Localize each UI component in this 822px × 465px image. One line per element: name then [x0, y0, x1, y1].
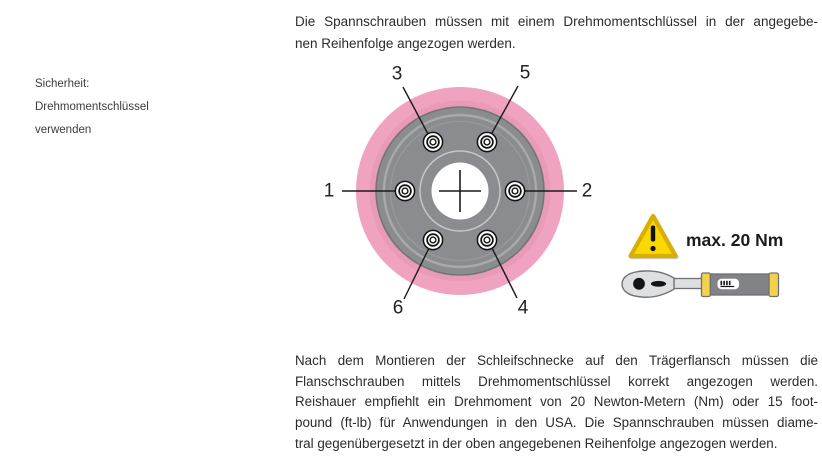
body-line: Nach dem Montieren der Schleifschnecke auf den Trägerflansch müssen die — [295, 353, 818, 368]
screw-2-icon — [505, 181, 524, 200]
wrench-yellow-band — [702, 273, 711, 297]
screw-label-5: 5 — [519, 62, 531, 84]
intro-line: Die Spannschrauben müssen mit einem Drehmomentschlüssel in der angegebe- — [295, 14, 818, 29]
body-line: tral gegenübergesetzt in der oben angegebenen Reihenfolge angezogen werden. — [295, 435, 778, 451]
screw-6-icon — [423, 230, 442, 249]
margin-note-line: verwenden — [35, 124, 92, 136]
wrench-drive-socket — [633, 278, 645, 290]
margin-note-line: Drehmomentschlüssel — [35, 101, 149, 113]
screw-3-icon — [423, 132, 442, 151]
screw-label-6: 6 — [392, 297, 404, 319]
wrench-head — [622, 271, 674, 297]
max-torque-label: max. 20 Nm — [686, 230, 784, 250]
body-line: Flanschschrauben mittels Drehmomentschlüssel korrekt angezogen werden. — [295, 373, 818, 389]
wrench-yellow-endcap — [769, 273, 779, 297]
margin-note-line: Sicherheit: — [35, 78, 90, 90]
wrench-shaft — [670, 279, 704, 289]
screw-label-3: 3 — [391, 63, 403, 85]
screw-5-icon — [477, 132, 496, 151]
torque-wrench-icon — [618, 265, 798, 305]
screw-label-2: 2 — [581, 180, 593, 202]
screw-1-icon — [395, 181, 414, 200]
body-paragraph — [295, 351, 818, 455]
body-line: Reishauer empfiehlt ein Drehmoment von 20 Newton-Metern (Nm) oder 15 foot- — [295, 394, 818, 410]
screw-4-icon — [477, 230, 496, 249]
wrench-lever-slot — [651, 281, 666, 287]
body-line: pound (ft-lb) für Anwendungen in den USA. Die Spannschrauben müssen diame- — [295, 415, 818, 431]
intro-paragraph — [295, 11, 818, 54]
screw-label-1: 1 — [323, 180, 335, 202]
intro-line: nen Reihenfolge angezogen werden. — [295, 35, 516, 51]
screw-label-4: 4 — [517, 297, 529, 319]
grinding-wheel-diagram — [320, 58, 610, 328]
warning-icon — [627, 212, 681, 262]
margin-safety-note — [35, 73, 149, 142]
